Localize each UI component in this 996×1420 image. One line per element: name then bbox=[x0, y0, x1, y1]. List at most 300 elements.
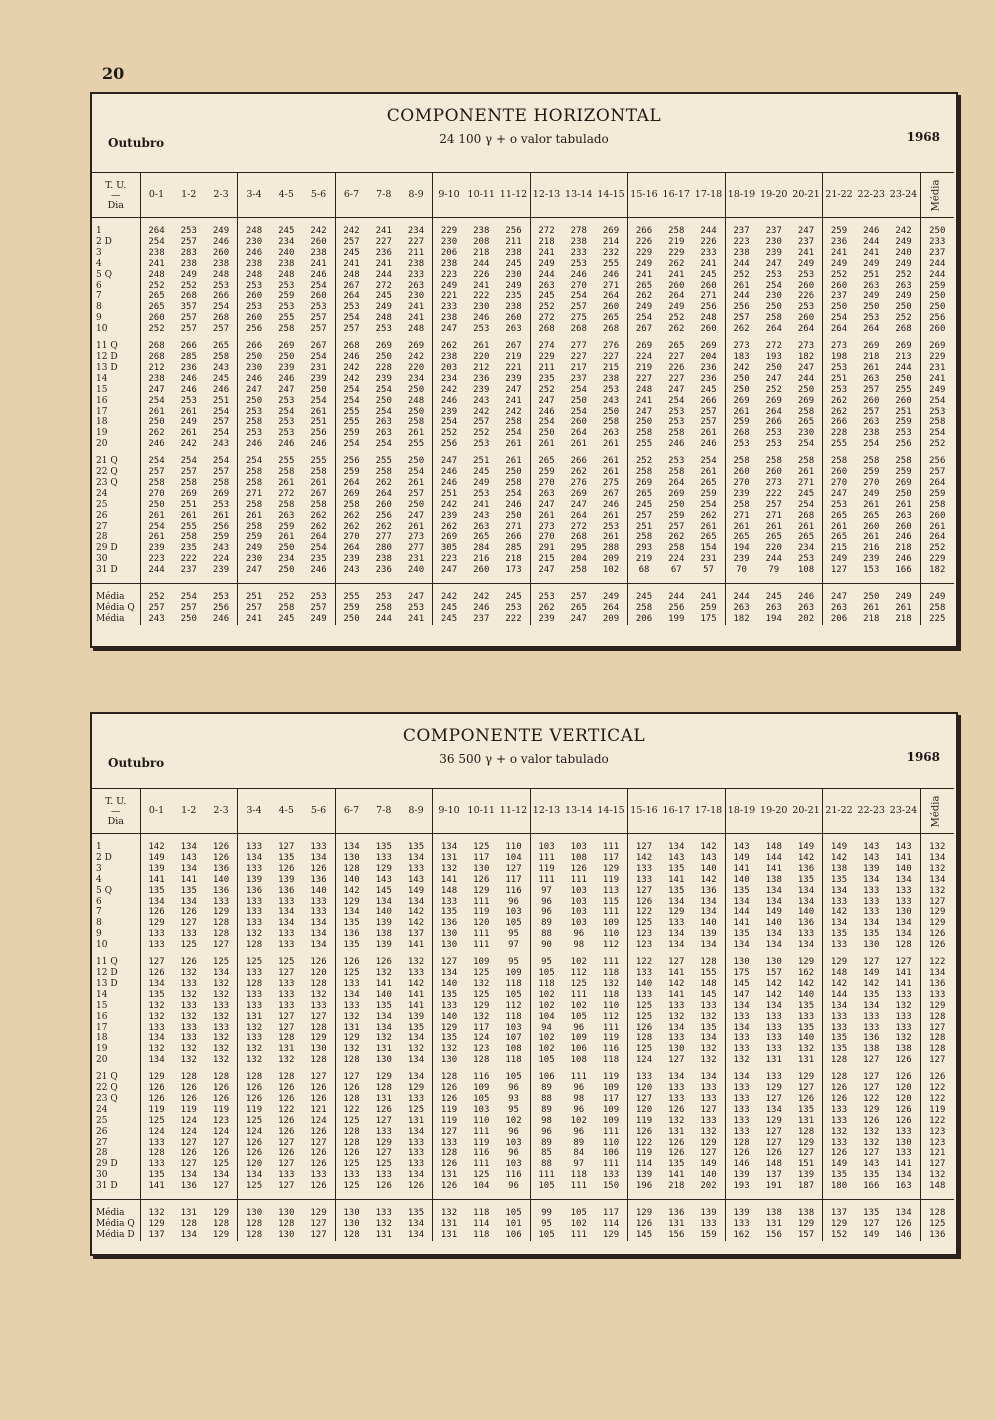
value-cell: 264 bbox=[570, 428, 587, 439]
row-label: Média bbox=[96, 1208, 125, 1219]
value-cell: 114 bbox=[628, 1159, 661, 1170]
hour-header: 2-3 bbox=[205, 173, 238, 218]
daily-mean-cell: 127 bbox=[920, 1055, 954, 1066]
value-cell: 241 bbox=[375, 226, 392, 236]
daily-mean-cell: 129 bbox=[920, 907, 954, 918]
value-cell: 246 bbox=[140, 439, 173, 450]
value-cell: 132 bbox=[725, 1055, 758, 1066]
row-label: 25 bbox=[96, 499, 108, 510]
value-cell: 250 bbox=[895, 488, 912, 499]
value-cell: 133 bbox=[628, 875, 661, 886]
row-label: 27 bbox=[96, 1137, 108, 1148]
value-cell: 230 bbox=[407, 291, 425, 302]
value-cell: 122 bbox=[335, 1105, 368, 1116]
hour-header: 20-21 bbox=[790, 173, 823, 218]
hour-header: 2-3 bbox=[205, 789, 238, 834]
value-cell: 139 bbox=[725, 1170, 758, 1181]
value-cell: 133 bbox=[407, 1148, 425, 1159]
value-cell: 111 bbox=[530, 853, 563, 864]
value-cell: 257 bbox=[863, 384, 880, 395]
value-cell: 104 bbox=[530, 1012, 563, 1023]
value-cell: 132 bbox=[700, 1011, 717, 1022]
value-cell: 133 bbox=[668, 1093, 685, 1104]
value-cell: 128 bbox=[238, 979, 271, 990]
value-cell: 126 bbox=[140, 1094, 173, 1105]
value-cell: 109 bbox=[505, 967, 522, 978]
value-cell: 134 bbox=[725, 1023, 758, 1034]
value-cell: 249 bbox=[895, 236, 912, 247]
value-cell: 248 bbox=[700, 313, 717, 324]
value-cell: 125 bbox=[407, 1104, 425, 1115]
value-cell: 135 bbox=[797, 1000, 815, 1011]
value-cell: 257 bbox=[310, 313, 327, 324]
value-cell: 262 bbox=[700, 510, 717, 521]
value-cell: 268 bbox=[602, 324, 620, 335]
value-cell: 254 bbox=[310, 280, 327, 291]
value-cell: 252 bbox=[668, 313, 685, 324]
value-cell: 134 bbox=[310, 929, 327, 940]
value-cell: 136 bbox=[310, 874, 327, 885]
value-cell: 218 bbox=[473, 247, 490, 258]
value-cell: 130 bbox=[473, 863, 490, 874]
value-cell: 134 bbox=[433, 968, 466, 979]
value-cell: 247 bbox=[797, 362, 815, 373]
summary-row bbox=[92, 584, 954, 603]
value-cell: 258 bbox=[238, 467, 271, 478]
value-cell: 260 bbox=[725, 467, 758, 478]
daily-mean-cell: 128 bbox=[920, 1044, 954, 1055]
value-cell: 276 bbox=[570, 477, 587, 488]
value-cell: 128 bbox=[335, 1094, 368, 1105]
value-cell: 254 bbox=[212, 428, 230, 439]
value-cell: 257 bbox=[310, 603, 327, 613]
value-cell: 132 bbox=[212, 978, 230, 989]
value-cell: 238 bbox=[433, 259, 466, 270]
value-cell: 260 bbox=[700, 324, 717, 335]
value-cell: 130 bbox=[668, 1044, 685, 1055]
value-cell: 257 bbox=[140, 467, 173, 478]
value-cell: 253 bbox=[180, 395, 197, 406]
value-cell: 133 bbox=[700, 1000, 717, 1011]
value-cell: 291 bbox=[530, 543, 563, 554]
value-cell: 132 bbox=[375, 1219, 392, 1229]
value-cell: 135 bbox=[335, 918, 368, 929]
value-cell: 135 bbox=[823, 1170, 856, 1181]
value-cell: 127 bbox=[505, 863, 522, 874]
value-cell: 183 bbox=[725, 352, 758, 363]
row-label: 13 D bbox=[96, 362, 118, 373]
value-cell: 227 bbox=[668, 351, 685, 362]
value-cell: 127 bbox=[863, 1148, 880, 1159]
value-cell: 102 bbox=[530, 1001, 563, 1012]
value-cell: 133 bbox=[278, 978, 295, 989]
value-cell: 229 bbox=[668, 247, 685, 258]
value-cell: 111 bbox=[570, 874, 587, 885]
value-cell: 125 bbox=[628, 1001, 661, 1012]
value-cell: 111 bbox=[570, 1229, 587, 1240]
value-cell: 204 bbox=[570, 554, 587, 565]
value-cell: 273 bbox=[530, 522, 563, 533]
value-cell: 239 bbox=[335, 554, 368, 565]
value-cell: 142 bbox=[823, 907, 856, 918]
hour-header: 19-20 bbox=[758, 173, 791, 218]
value-cell: 143 bbox=[863, 842, 880, 852]
value-cell: 127 bbox=[765, 1126, 782, 1137]
value-cell: 106 bbox=[570, 1044, 587, 1055]
table-row bbox=[92, 1127, 954, 1138]
value-cell: 140 bbox=[212, 874, 230, 885]
summary-row bbox=[92, 603, 954, 614]
value-cell: 241 bbox=[140, 259, 173, 270]
value-cell: 126 bbox=[433, 1181, 466, 1192]
value-cell: 128 bbox=[238, 940, 271, 951]
value-cell: 253 bbox=[797, 554, 815, 565]
value-cell: 139 bbox=[863, 863, 880, 874]
value-cell: 247 bbox=[628, 407, 661, 418]
value-cell: 140 bbox=[797, 1033, 815, 1044]
value-cell: 261 bbox=[407, 521, 425, 532]
hour-header: 10-11 bbox=[465, 173, 498, 218]
value-cell: 273 bbox=[797, 341, 815, 352]
value-cell: 288 bbox=[602, 543, 620, 554]
daily-mean-cell: 260 bbox=[920, 324, 954, 335]
value-cell: 238 bbox=[407, 258, 425, 269]
value-cell: 106 bbox=[602, 1148, 620, 1159]
value-cell: 243 bbox=[473, 395, 490, 406]
value-cell: 126 bbox=[180, 907, 197, 918]
value-cell: 103 bbox=[570, 896, 587, 907]
value-cell: 254 bbox=[310, 543, 327, 554]
value-cell: 148 bbox=[700, 978, 717, 989]
value-cell: 103 bbox=[570, 885, 587, 896]
value-cell: 239 bbox=[433, 407, 466, 418]
hour-header: 16-17 bbox=[660, 789, 693, 834]
value-cell: 132 bbox=[238, 929, 271, 940]
value-cell: 128 bbox=[335, 1127, 368, 1138]
value-cell: 133 bbox=[140, 940, 173, 951]
value-cell: 258 bbox=[895, 456, 912, 467]
value-cell: 128 bbox=[278, 1072, 295, 1083]
value-cell: 140 bbox=[375, 907, 392, 918]
value-cell: 239 bbox=[310, 373, 327, 384]
value-cell: 264 bbox=[765, 324, 782, 335]
daily-mean-cell: 128 bbox=[920, 1033, 954, 1044]
value-cell: 133 bbox=[335, 979, 368, 990]
value-cell: 238 bbox=[863, 428, 880, 439]
table-row bbox=[92, 543, 954, 554]
value-cell: 239 bbox=[765, 247, 782, 258]
value-cell: 260 bbox=[570, 417, 587, 428]
value-cell: 270 bbox=[335, 532, 368, 543]
value-cell: 256 bbox=[668, 603, 685, 613]
value-cell: 249 bbox=[863, 258, 880, 269]
value-cell: 271 bbox=[238, 489, 271, 500]
value-cell: 264 bbox=[823, 324, 856, 335]
value-cell: 258 bbox=[180, 532, 197, 543]
value-cell: 135 bbox=[863, 989, 880, 1000]
table-row bbox=[92, 456, 954, 467]
value-cell: 126 bbox=[765, 1148, 782, 1159]
value-cell: 250 bbox=[668, 499, 685, 510]
value-cell: 194 bbox=[765, 613, 782, 624]
hour-header: 17-18 bbox=[693, 173, 726, 218]
value-cell: 133 bbox=[180, 1033, 197, 1044]
hour-header: 1-2 bbox=[173, 789, 206, 834]
value-cell: 253 bbox=[725, 439, 758, 450]
value-cell: 227 bbox=[407, 236, 425, 247]
value-cell: 241 bbox=[407, 613, 425, 624]
value-cell: 254 bbox=[140, 456, 173, 467]
value-cell: 132 bbox=[212, 1033, 230, 1044]
row-label: 20 bbox=[96, 439, 108, 450]
value-cell: 254 bbox=[407, 467, 425, 478]
value-cell: 266 bbox=[570, 456, 587, 467]
horizontal-title: COMPONENTE HORIZONTAL bbox=[386, 106, 662, 126]
value-cell: 254 bbox=[570, 291, 587, 302]
value-cell: 220 bbox=[765, 543, 782, 554]
value-cell: 139 bbox=[407, 1011, 425, 1022]
value-cell: 246 bbox=[310, 439, 327, 450]
value-cell: 248 bbox=[238, 218, 271, 237]
value-cell: 132 bbox=[433, 1200, 466, 1219]
value-cell: 127 bbox=[140, 957, 173, 968]
value-cell: 135 bbox=[375, 842, 392, 852]
value-cell: 134 bbox=[310, 918, 327, 929]
value-cell: 269 bbox=[628, 478, 661, 489]
value-cell: 211 bbox=[407, 247, 425, 258]
row-label: Média Q bbox=[96, 1219, 135, 1229]
value-cell: 125 bbox=[628, 1012, 661, 1023]
value-cell: 218 bbox=[895, 543, 912, 554]
value-cell: 120 bbox=[628, 1083, 661, 1094]
value-cell: 263 bbox=[375, 417, 392, 428]
value-cell: 109 bbox=[602, 1115, 620, 1126]
value-cell: 133 bbox=[278, 1170, 295, 1181]
value-cell: 126 bbox=[375, 957, 392, 968]
value-cell: 126 bbox=[668, 1104, 685, 1115]
value-cell: 238 bbox=[433, 313, 466, 324]
value-cell: 238 bbox=[238, 259, 271, 270]
value-cell: 187 bbox=[797, 1181, 815, 1192]
value-cell: 237 bbox=[823, 291, 856, 302]
value-cell: 260 bbox=[140, 313, 173, 324]
value-cell: 133 bbox=[725, 1127, 758, 1138]
value-cell: 133 bbox=[628, 1072, 661, 1083]
value-cell: 223 bbox=[140, 554, 173, 565]
value-cell: 141 bbox=[140, 1181, 173, 1192]
value-cell: 239 bbox=[433, 511, 466, 522]
value-cell: 246 bbox=[310, 565, 327, 576]
value-cell: 230 bbox=[765, 291, 782, 302]
value-cell: 134 bbox=[375, 1022, 392, 1033]
value-cell: 141 bbox=[433, 875, 466, 886]
value-cell: 270 bbox=[725, 478, 758, 489]
value-cell: 295 bbox=[570, 543, 587, 554]
daily-mean-cell: 128 bbox=[920, 1200, 954, 1219]
tu-day-header bbox=[92, 173, 140, 218]
value-cell: 241 bbox=[375, 258, 392, 269]
value-cell: 258 bbox=[725, 456, 758, 467]
value-cell: 111 bbox=[530, 1170, 563, 1181]
value-cell: 246 bbox=[473, 313, 490, 324]
value-cell: 129 bbox=[407, 1083, 425, 1094]
value-cell: 246 bbox=[180, 384, 197, 395]
value-cell: 261 bbox=[278, 477, 295, 488]
value-cell: 111 bbox=[602, 907, 620, 918]
table-row bbox=[92, 957, 954, 968]
value-cell: 126 bbox=[140, 907, 173, 918]
row-label: 6 bbox=[96, 896, 102, 907]
value-cell: 266 bbox=[628, 218, 661, 237]
value-cell: 202 bbox=[797, 613, 815, 624]
value-cell: 273 bbox=[823, 341, 856, 352]
value-cell: 151 bbox=[797, 1159, 815, 1170]
value-cell: 108 bbox=[570, 1055, 587, 1066]
row-label: 5 Q bbox=[96, 269, 112, 280]
value-cell: 128 bbox=[310, 1055, 327, 1066]
value-cell: 119 bbox=[473, 907, 490, 918]
value-cell: 130 bbox=[278, 1208, 295, 1219]
daily-mean-cell: 264 bbox=[920, 478, 954, 489]
daily-mean-cell: 259 bbox=[920, 281, 954, 292]
value-cell: 126 bbox=[668, 1137, 685, 1148]
daily-mean-cell: 122 bbox=[920, 1116, 954, 1127]
value-cell: 103 bbox=[570, 907, 587, 918]
value-cell: 255 bbox=[278, 456, 295, 467]
value-cell: 134 bbox=[700, 907, 717, 918]
value-cell: 242 bbox=[335, 374, 368, 385]
value-cell: 118 bbox=[505, 1011, 522, 1022]
value-cell: 128 bbox=[238, 1072, 271, 1083]
value-cell: 272 bbox=[375, 280, 392, 291]
value-cell: 242 bbox=[433, 584, 466, 603]
value-cell: 257 bbox=[765, 499, 782, 510]
value-cell: 148 bbox=[433, 886, 466, 897]
value-cell: 270 bbox=[570, 280, 587, 291]
value-cell: 88 bbox=[530, 929, 563, 940]
value-cell: 253 bbox=[765, 269, 782, 280]
value-cell: 233 bbox=[407, 269, 425, 280]
value-cell: 260 bbox=[895, 521, 912, 532]
table-row bbox=[92, 1072, 954, 1083]
value-cell: 254 bbox=[628, 313, 661, 324]
value-cell: 129 bbox=[668, 907, 685, 918]
value-cell: 132 bbox=[700, 1044, 717, 1055]
row-label: 19 bbox=[96, 1044, 108, 1055]
daily-mean-cell: 249 bbox=[920, 385, 954, 396]
value-cell: 218 bbox=[863, 351, 880, 362]
value-cell: 254 bbox=[668, 395, 685, 406]
value-cell: 133 bbox=[140, 929, 173, 940]
row-label: 17 bbox=[96, 406, 108, 417]
daily-mean-cell: 253 bbox=[920, 407, 954, 418]
table-row bbox=[92, 834, 954, 853]
row-label: 29 D bbox=[96, 1159, 118, 1170]
table-row bbox=[92, 302, 954, 313]
value-cell: 134 bbox=[863, 1000, 880, 1011]
value-cell: 254 bbox=[335, 313, 368, 324]
value-cell: 126 bbox=[823, 1083, 856, 1094]
value-cell: 235 bbox=[180, 543, 197, 554]
value-cell: 94 bbox=[530, 1023, 563, 1034]
value-cell: 141 bbox=[895, 978, 912, 989]
tu-day-label-dash: — bbox=[111, 805, 121, 817]
value-cell: 250 bbox=[278, 543, 295, 554]
value-cell: 247 bbox=[433, 565, 466, 576]
value-cell: 96 bbox=[508, 1083, 519, 1094]
value-cell: 254 bbox=[823, 313, 856, 324]
value-cell: 272 bbox=[530, 313, 563, 324]
value-cell: 236 bbox=[375, 565, 392, 576]
value-cell: 246 bbox=[863, 226, 880, 236]
value-cell: 247 bbox=[797, 226, 815, 236]
daily-mean-cell: 233 bbox=[920, 237, 954, 248]
daily-mean-cell: 123 bbox=[920, 1127, 954, 1138]
value-cell: 258 bbox=[238, 500, 271, 511]
value-cell: 133 bbox=[212, 1000, 230, 1011]
value-cell: 253 bbox=[310, 302, 327, 313]
daily-mean-cell: 249 bbox=[920, 584, 954, 603]
value-cell: 132 bbox=[180, 1044, 197, 1055]
value-cell: 240 bbox=[407, 565, 425, 576]
value-cell: 149 bbox=[407, 885, 425, 896]
value-cell: 111 bbox=[602, 1022, 620, 1033]
value-cell: 223 bbox=[725, 237, 758, 248]
value-cell: 260 bbox=[823, 467, 856, 478]
value-cell: 258 bbox=[765, 456, 782, 467]
value-cell: 230 bbox=[797, 428, 815, 439]
value-cell: 247 bbox=[407, 592, 425, 603]
value-cell: 245 bbox=[505, 592, 522, 603]
hour-header: 14-15 bbox=[595, 173, 628, 218]
value-cell: 218 bbox=[505, 554, 522, 565]
value-cell: 57 bbox=[703, 565, 714, 576]
value-cell: 265 bbox=[863, 510, 880, 521]
value-cell: 258 bbox=[628, 532, 661, 543]
value-cell: 224 bbox=[628, 352, 661, 363]
value-cell: 162 bbox=[725, 1230, 758, 1241]
value-cell: 258 bbox=[668, 543, 685, 554]
value-cell: 134 bbox=[407, 896, 425, 907]
value-cell: 126 bbox=[310, 863, 327, 874]
value-cell: 166 bbox=[895, 565, 912, 576]
value-cell: 257 bbox=[700, 406, 717, 417]
value-cell: 258 bbox=[797, 406, 815, 417]
table-row bbox=[92, 352, 954, 363]
value-cell: 142 bbox=[668, 978, 685, 989]
value-cell: 126 bbox=[180, 1083, 197, 1094]
hour-header: 22-23 bbox=[855, 789, 888, 834]
value-cell: 129 bbox=[212, 907, 230, 918]
value-cell: 261 bbox=[212, 510, 230, 521]
value-cell: 242 bbox=[407, 351, 425, 362]
value-cell: 141 bbox=[895, 1159, 912, 1170]
value-cell: 249 bbox=[238, 543, 271, 554]
value-cell: 250 bbox=[895, 302, 912, 313]
value-cell: 232 bbox=[602, 247, 620, 258]
value-cell: 248 bbox=[238, 270, 271, 281]
hour-header: 17-18 bbox=[693, 789, 726, 834]
value-cell: 264 bbox=[668, 477, 685, 488]
value-cell: 140 bbox=[700, 918, 717, 929]
value-cell: 129 bbox=[375, 1072, 392, 1083]
value-cell: 148 bbox=[765, 1159, 782, 1170]
value-cell: 111 bbox=[602, 1159, 620, 1170]
value-cell: 134 bbox=[310, 940, 327, 951]
value-cell: 133 bbox=[863, 1011, 880, 1022]
value-cell: 261 bbox=[895, 499, 912, 510]
value-cell: 96 bbox=[530, 897, 563, 908]
